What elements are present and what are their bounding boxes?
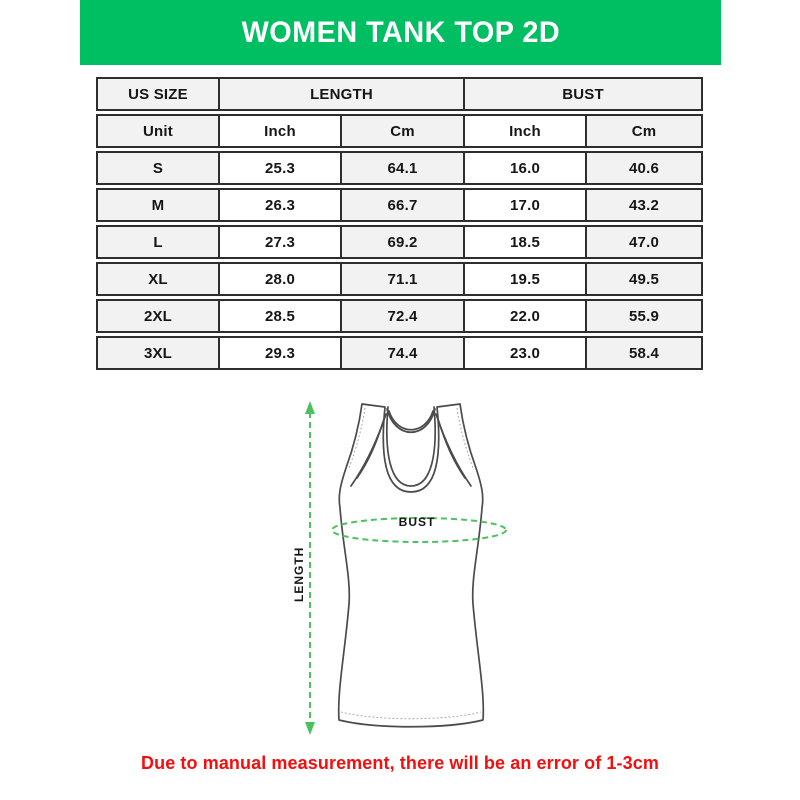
table-row-m <box>96 188 703 222</box>
value-cell: 58.4 <box>587 336 703 370</box>
value-cell: 55.9 <box>587 299 703 333</box>
value-cell: 28.0 <box>220 262 342 296</box>
value-cell: 43.2 <box>587 188 703 222</box>
size-cell: XL <box>96 262 220 296</box>
value-cell: 69.2 <box>342 225 465 259</box>
value-cell: 18.5 <box>465 225 587 259</box>
value-cell: 22.0 <box>465 299 587 333</box>
length-measure-arrow <box>305 401 315 735</box>
value-cell: 29.3 <box>220 336 342 370</box>
value-cell: 25.3 <box>220 151 342 185</box>
value-cell: 19.5 <box>465 262 587 296</box>
value-cell: 17.0 <box>465 188 587 222</box>
length-label: LENGTH <box>292 546 306 602</box>
value-cell: 23.0 <box>465 336 587 370</box>
size-chart-table <box>96 74 703 373</box>
value-cell: 72.4 <box>342 299 465 333</box>
value-cell: 27.3 <box>220 225 342 259</box>
table-row-3xl <box>96 336 703 370</box>
value-cell: 26.3 <box>220 188 342 222</box>
measurement-disclaimer: Due to manual measurement, there will be an error of 1-3cm <box>141 753 659 773</box>
bust-label: BUST <box>398 515 436 529</box>
header-us-size: US SIZE <box>96 77 220 111</box>
size-cell: 2XL <box>96 299 220 333</box>
bust-inch-label: Inch <box>465 114 587 148</box>
value-cell: 28.5 <box>220 299 342 333</box>
unit-header-row <box>96 114 703 148</box>
value-cell: 64.1 <box>342 151 465 185</box>
size-cell: L <box>96 225 220 259</box>
tank-top-diagram <box>291 396 531 740</box>
header-bust: BUST <box>465 77 703 111</box>
value-cell: 66.7 <box>342 188 465 222</box>
size-cell: M <box>96 188 220 222</box>
table-row-xl <box>96 262 703 296</box>
length-inch-label: Inch <box>220 114 342 148</box>
group-header-row <box>96 77 703 111</box>
table-row-l <box>96 225 703 259</box>
value-cell: 49.5 <box>587 262 703 296</box>
value-cell: 71.1 <box>342 262 465 296</box>
length-cm-label: Cm <box>342 114 465 148</box>
title-banner <box>80 0 721 65</box>
value-cell: 47.0 <box>587 225 703 259</box>
table-row-2xl <box>96 299 703 333</box>
tank-top-outline-icon <box>339 404 484 727</box>
value-cell: 74.4 <box>342 336 465 370</box>
table-row-s <box>96 151 703 185</box>
bust-cm-label: Cm <box>587 114 703 148</box>
value-cell: 40.6 <box>587 151 703 185</box>
value-cell: 16.0 <box>465 151 587 185</box>
unit-label: Unit <box>96 114 220 148</box>
size-cell: 3XL <box>96 336 220 370</box>
header-length: LENGTH <box>220 77 465 111</box>
size-cell: S <box>96 151 220 185</box>
page-title: WOMEN TANK TOP 2D <box>241 15 560 49</box>
